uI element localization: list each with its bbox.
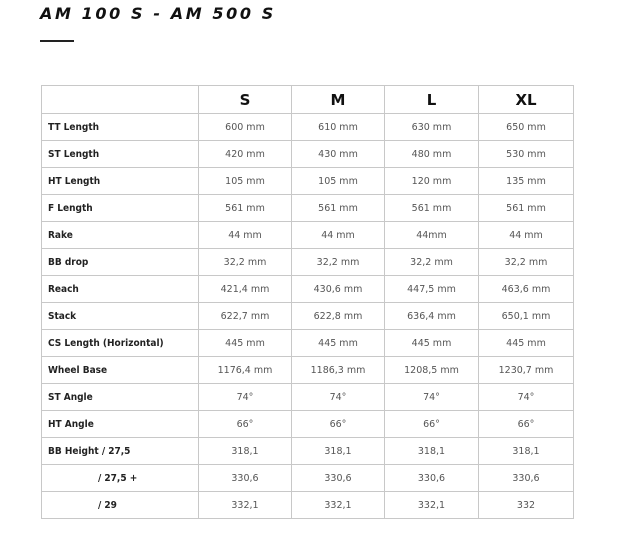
table-cell: 650 mm bbox=[479, 114, 574, 141]
row-label: BB drop bbox=[42, 249, 199, 276]
table-cell: 622,7 mm bbox=[199, 303, 292, 330]
table-row bbox=[42, 195, 574, 222]
table-cell: 610 mm bbox=[292, 114, 385, 141]
table-cell: 318,1 bbox=[292, 438, 385, 465]
table-cell: 430,6 mm bbox=[292, 276, 385, 303]
table-cell: 420 mm bbox=[199, 141, 292, 168]
row-label: F Length bbox=[42, 195, 199, 222]
table-cell: 318,1 bbox=[385, 438, 479, 465]
table-cell: 530 mm bbox=[479, 141, 574, 168]
table-cell: 66° bbox=[385, 411, 479, 438]
table-cell: 445 mm bbox=[385, 330, 479, 357]
table-cell: 120 mm bbox=[385, 168, 479, 195]
table-row bbox=[42, 114, 574, 141]
table-cell: 463,6 mm bbox=[479, 276, 574, 303]
table-cell: 636,4 mm bbox=[385, 303, 479, 330]
table-cell: 105 mm bbox=[199, 168, 292, 195]
table-cell: 66° bbox=[199, 411, 292, 438]
table-cell: 44mm bbox=[385, 222, 479, 249]
row-label: Reach bbox=[42, 276, 199, 303]
title-underline-divider bbox=[40, 40, 74, 42]
table-row bbox=[42, 249, 574, 276]
table-cell: 447,5 mm bbox=[385, 276, 479, 303]
table-cell: 74° bbox=[385, 384, 479, 411]
table-cell: 1208,5 mm bbox=[385, 357, 479, 384]
table-row bbox=[42, 330, 574, 357]
row-label: HT Length bbox=[42, 168, 199, 195]
row-label: / 29 bbox=[42, 492, 199, 519]
table-cell: 561 mm bbox=[479, 195, 574, 222]
table-cell: 74° bbox=[292, 384, 385, 411]
table-cell: 561 mm bbox=[385, 195, 479, 222]
page-title: AM 100 S - AM 500 S bbox=[40, 4, 276, 23]
table-row bbox=[42, 276, 574, 303]
table-cell: 32,2 mm bbox=[479, 249, 574, 276]
table-cell: 445 mm bbox=[292, 330, 385, 357]
geometry-table bbox=[41, 85, 574, 519]
table-cell: 74° bbox=[199, 384, 292, 411]
table-cell: 74° bbox=[479, 384, 574, 411]
table-body bbox=[42, 114, 574, 519]
row-label: HT Angle bbox=[42, 411, 199, 438]
column-header-m: M bbox=[292, 86, 385, 114]
row-label: CS Length (Horizontal) bbox=[42, 330, 199, 357]
table-cell: 330,6 bbox=[199, 465, 292, 492]
row-label: TT Length bbox=[42, 114, 199, 141]
table-cell: 430 mm bbox=[292, 141, 385, 168]
table-cell: 561 mm bbox=[199, 195, 292, 222]
table-cell: 1186,3 mm bbox=[292, 357, 385, 384]
table-row bbox=[42, 357, 574, 384]
table-cell: 32,2 mm bbox=[199, 249, 292, 276]
table-cell: 44 mm bbox=[292, 222, 385, 249]
row-label: BB Height / 27,5 bbox=[42, 438, 199, 465]
column-header-xl: XL bbox=[479, 86, 574, 114]
column-header-s: S bbox=[199, 86, 292, 114]
table-cell: 445 mm bbox=[479, 330, 574, 357]
table-row bbox=[42, 438, 574, 465]
row-label: ST Angle bbox=[42, 384, 199, 411]
table-cell: 1230,7 mm bbox=[479, 357, 574, 384]
table-row bbox=[42, 384, 574, 411]
table-cell: 32,2 mm bbox=[385, 249, 479, 276]
table-cell: 44 mm bbox=[199, 222, 292, 249]
table-cell: 600 mm bbox=[199, 114, 292, 141]
row-label: Wheel Base bbox=[42, 357, 199, 384]
row-label: Rake bbox=[42, 222, 199, 249]
table-cell: 318,1 bbox=[199, 438, 292, 465]
column-header-l: L bbox=[385, 86, 479, 114]
table-cell: 622,8 mm bbox=[292, 303, 385, 330]
table-cell: 135 mm bbox=[479, 168, 574, 195]
table-row bbox=[42, 465, 574, 492]
table-cell: 332 bbox=[479, 492, 574, 519]
table-row bbox=[42, 303, 574, 330]
table-row bbox=[42, 222, 574, 249]
table-cell: 332,1 bbox=[292, 492, 385, 519]
table-cell: 66° bbox=[292, 411, 385, 438]
row-label: Stack bbox=[42, 303, 199, 330]
table-cell: 630 mm bbox=[385, 114, 479, 141]
table-cell: 66° bbox=[479, 411, 574, 438]
table-row bbox=[42, 141, 574, 168]
table-cell: 44 mm bbox=[479, 222, 574, 249]
table-cell: 650,1 mm bbox=[479, 303, 574, 330]
table-cell: 480 mm bbox=[385, 141, 479, 168]
table-row bbox=[42, 411, 574, 438]
table-header-row bbox=[42, 86, 574, 114]
table-cell: 421,4 mm bbox=[199, 276, 292, 303]
table-cell: 332,1 bbox=[385, 492, 479, 519]
table-cell: 32,2 mm bbox=[292, 249, 385, 276]
table-cell: 105 mm bbox=[292, 168, 385, 195]
table-cell: 1176,4 mm bbox=[199, 357, 292, 384]
table-cell: 445 mm bbox=[199, 330, 292, 357]
row-label: / 27,5 + bbox=[42, 465, 199, 492]
table-cell: 330,6 bbox=[292, 465, 385, 492]
table-row bbox=[42, 168, 574, 195]
column-header-blank bbox=[42, 86, 199, 114]
row-label: ST Length bbox=[42, 141, 199, 168]
table-cell: 561 mm bbox=[292, 195, 385, 222]
table-cell: 318,1 bbox=[479, 438, 574, 465]
table-cell: 330,6 bbox=[479, 465, 574, 492]
table-cell: 332,1 bbox=[199, 492, 292, 519]
table-cell: 330,6 bbox=[385, 465, 479, 492]
table-row bbox=[42, 492, 574, 519]
